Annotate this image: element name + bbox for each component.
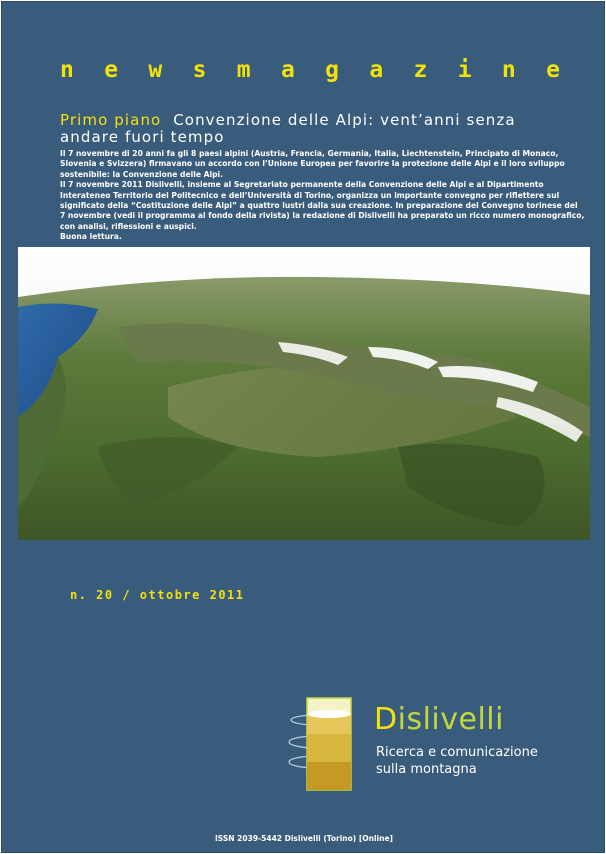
headline-title: Convenzione delle Alpi: vent’anni senza andare fuori tempo [60,111,516,146]
masthead-letter: e [546,57,560,83]
dislivelli-logo-icon [287,692,367,792]
alps-satellite-photo [18,247,590,540]
brand-rest: islivelli [397,702,504,737]
lead-paragraph: Il 7 novembre 2011 Dislivelli, insieme al Segretariato permanente della Convenzione delle Alpi e al Dipartimento Interateneo Territorio del Politecnico e dell’Università di Torino, organizza un importante convegno per riflettere sul significato della “Costituzione delle Alpi” a quattro lustri dalla sua creazione. In preparazione del Convegno torinese del 7 novembre (vedi il programma al fondo della rivista) la redazione di Dislivelli ha preparato un ricco numero monografico, con analisi, riflessioni e auspici. [60,180,585,231]
masthead-letter: z [413,57,428,83]
lead-text [60,149,585,243]
brand-initial: D [374,702,398,737]
masthead-letter: a [369,57,384,83]
masthead-letter: a [280,57,295,83]
lead-paragraph: Buona lettura. [60,232,122,242]
masthead-letter: g [325,57,339,83]
section-kicker: Primo piano [60,111,162,129]
masthead-letter: w [148,57,163,83]
issn-footer: ISSN 2039-5442 Dislivelli (Torino) [Online] [215,834,393,843]
masthead-letter: i [457,57,472,83]
masthead-letter: n [60,57,74,83]
masthead-title [60,57,560,83]
masthead-letter: m [236,57,251,83]
brand-name [374,702,504,737]
masthead-letter: s [192,57,207,83]
masthead-letter: e [104,57,119,83]
tagline-line: Ricerca e comunicazione [376,745,538,760]
cover-headline [60,112,580,146]
tagline-line: sulla montagna [376,762,477,777]
brand-tagline [376,744,556,778]
lead-paragraph: Il 7 novembre di 20 anni fa gli 8 paesi alpini (Austria, Francia, Germania, Italia, Liechtenstein, Principato di Monaco, Slovenia e Svizzera) firmavano un accordo con l’Unione Europea per favorire la protezione delle Alpi e il loro sviluppo sostenibile: la Convenzione delle Alpi. [60,149,565,179]
magazine-cover [1,1,605,853]
issue-number: n. 20 / ottobre 2011 [70,588,245,602]
masthead-letter: n [501,57,516,83]
alps-landscape-image [18,247,590,540]
